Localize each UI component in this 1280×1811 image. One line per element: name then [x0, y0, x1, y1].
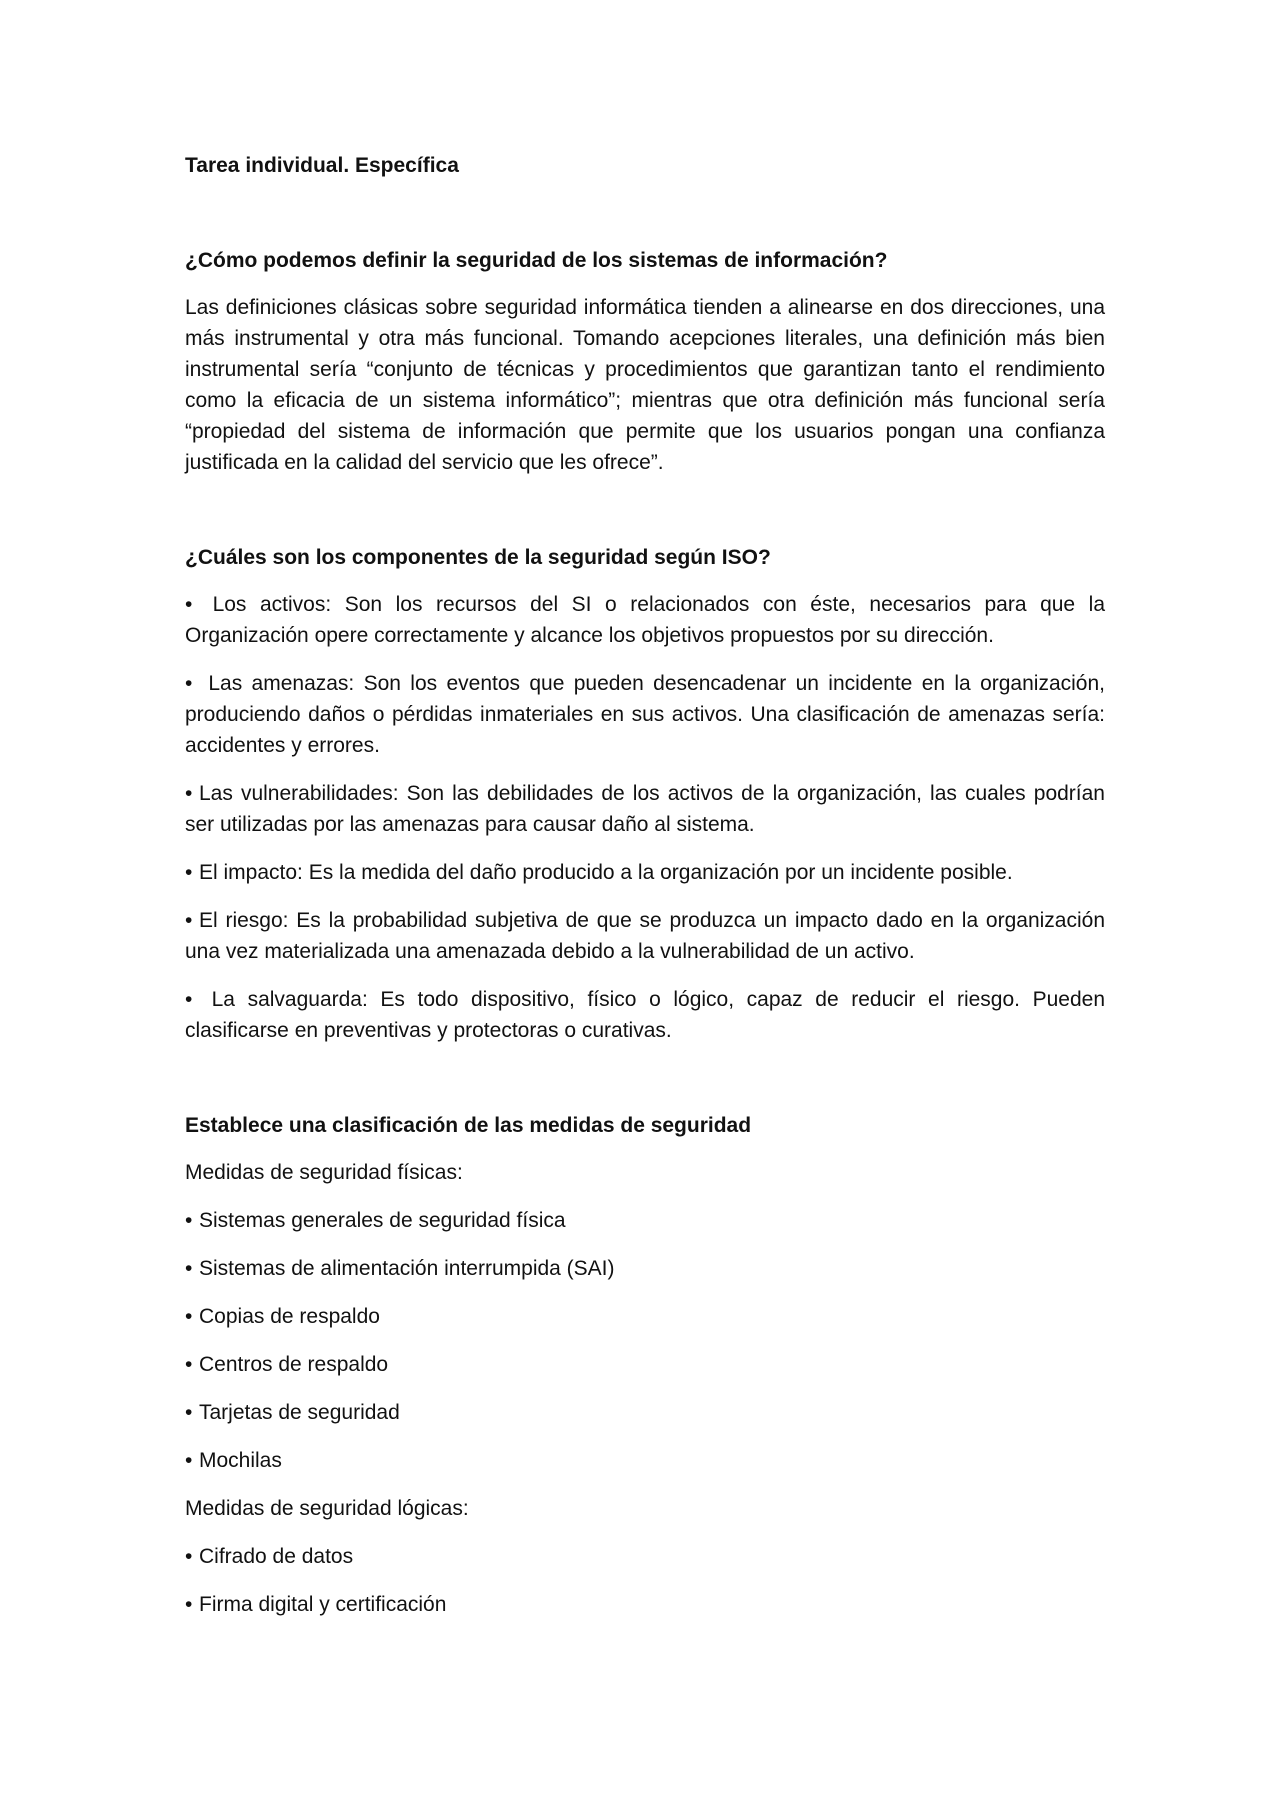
logical-measures-label: Medidas de seguridad lógicas: — [185, 1497, 469, 1520]
list-item — [185, 1397, 1105, 1428]
list-item — [185, 1445, 1105, 1476]
section-spacer — [185, 495, 1105, 542]
bullet-glyph: • — [185, 672, 193, 695]
document-content — [185, 150, 1105, 1637]
bullet-glyph: • — [185, 593, 193, 616]
list-item-text: Mochilas — [199, 1449, 282, 1472]
list-item — [185, 1253, 1105, 1284]
list-item — [185, 1541, 1105, 1572]
bullet-glyph: • — [185, 1305, 193, 1328]
bullet-glyph: • — [185, 782, 193, 805]
bullet-glyph: • — [185, 1353, 193, 1376]
section-heading-iso-components: ¿Cuáles son los componentes de la seguridad según ISO? — [185, 546, 771, 569]
bullet-glyph: • — [185, 909, 193, 932]
list-item — [185, 589, 1105, 651]
list-item-text: Sistemas de alimentación interrumpida (SAI) — [199, 1257, 615, 1280]
bullet-glyph: • — [185, 1545, 193, 1568]
bullet-glyph: • — [185, 1593, 193, 1616]
list-item-text: Los activos: Son los recursos del SI o relacionados con éste, necesarios para que la Organización opere correctamente y alcance los objetivos propuestos por su dirección. — [185, 593, 1105, 647]
list-item-text: Cifrado de datos — [199, 1545, 354, 1568]
section-heading-definition: ¿Cómo podemos definir la seguridad de los sistemas de información? — [185, 249, 888, 272]
list-item — [185, 984, 1105, 1046]
list-item-text: Centros de respaldo — [199, 1353, 389, 1376]
list-item-text: El riesgo: Es la probabilidad subjetiva de que se produzca un impacto dado en la organización una vez materializada una amenazada debido a la vulnerabilidad de un activo. — [185, 909, 1105, 963]
physical-measures-label: Medidas de seguridad físicas: — [185, 1161, 463, 1184]
list-item-text: Sistemas generales de seguridad física — [199, 1209, 566, 1232]
list-item — [185, 905, 1105, 967]
list-item — [185, 857, 1105, 888]
list-item — [185, 1301, 1105, 1332]
bullet-glyph: • — [185, 988, 193, 1011]
list-item-text: Las vulnerabilidades: Son las debilidades de los activos de la organización, las cuales podrían ser utilizadas por las amenazas para causar daño al sistema. — [185, 782, 1105, 836]
bullet-glyph: • — [185, 861, 193, 884]
list-item — [185, 778, 1105, 840]
list-item-text: Las amenazas: Son los eventos que pueden desencadenar un incidente en la organización, produciendo daños o pérdidas inmateriales en sus activos. Una clasificación de amenazas sería: accidentes y errores. — [185, 672, 1105, 757]
section-heading-measures: Establece una clasificación de las medidas de seguridad — [185, 1114, 752, 1137]
list-item — [185, 668, 1105, 761]
list-item — [185, 1589, 1105, 1620]
list-item-text: La salvaguarda: Es todo dispositivo, físico o lógico, capaz de reducir el riesgo. Pueden clasificarse en preventivas y protectoras o curativas. — [185, 988, 1105, 1042]
bullet-glyph: • — [185, 1257, 193, 1280]
bullet-glyph: • — [185, 1449, 193, 1472]
bullet-glyph: • — [185, 1401, 193, 1424]
list-item-text: Copias de respaldo — [199, 1305, 380, 1328]
list-item-text: El impacto: Es la medida del daño producido a la organización por un incidente posible. — [199, 861, 1013, 884]
list-item-text: Firma digital y certificación — [199, 1593, 447, 1616]
list-item — [185, 1349, 1105, 1380]
list-item — [185, 1205, 1105, 1236]
bullet-glyph: • — [185, 1209, 193, 1232]
definition-paragraph: Las definiciones clásicas sobre seguridad informática tienden a alinearse en dos direcciones, una más instrumental y otra más funcional. Tomando acepciones literales, una definición más bien instrumental sería “conjunto de técnicas y procedimientos que garantizan tanto el rendimiento como la eficacia de un sistema informático”; mientras que otra definición más funcional sería “propiedad del sistema de información que permite que los usuarios pongan una confianza justificada en la calidad del servicio que les ofrece”. — [185, 296, 1105, 474]
list-item-text: Tarjetas de seguridad — [199, 1401, 400, 1424]
section-spacer — [185, 1063, 1105, 1110]
document-title: Tarea individual. Específica — [185, 154, 459, 177]
